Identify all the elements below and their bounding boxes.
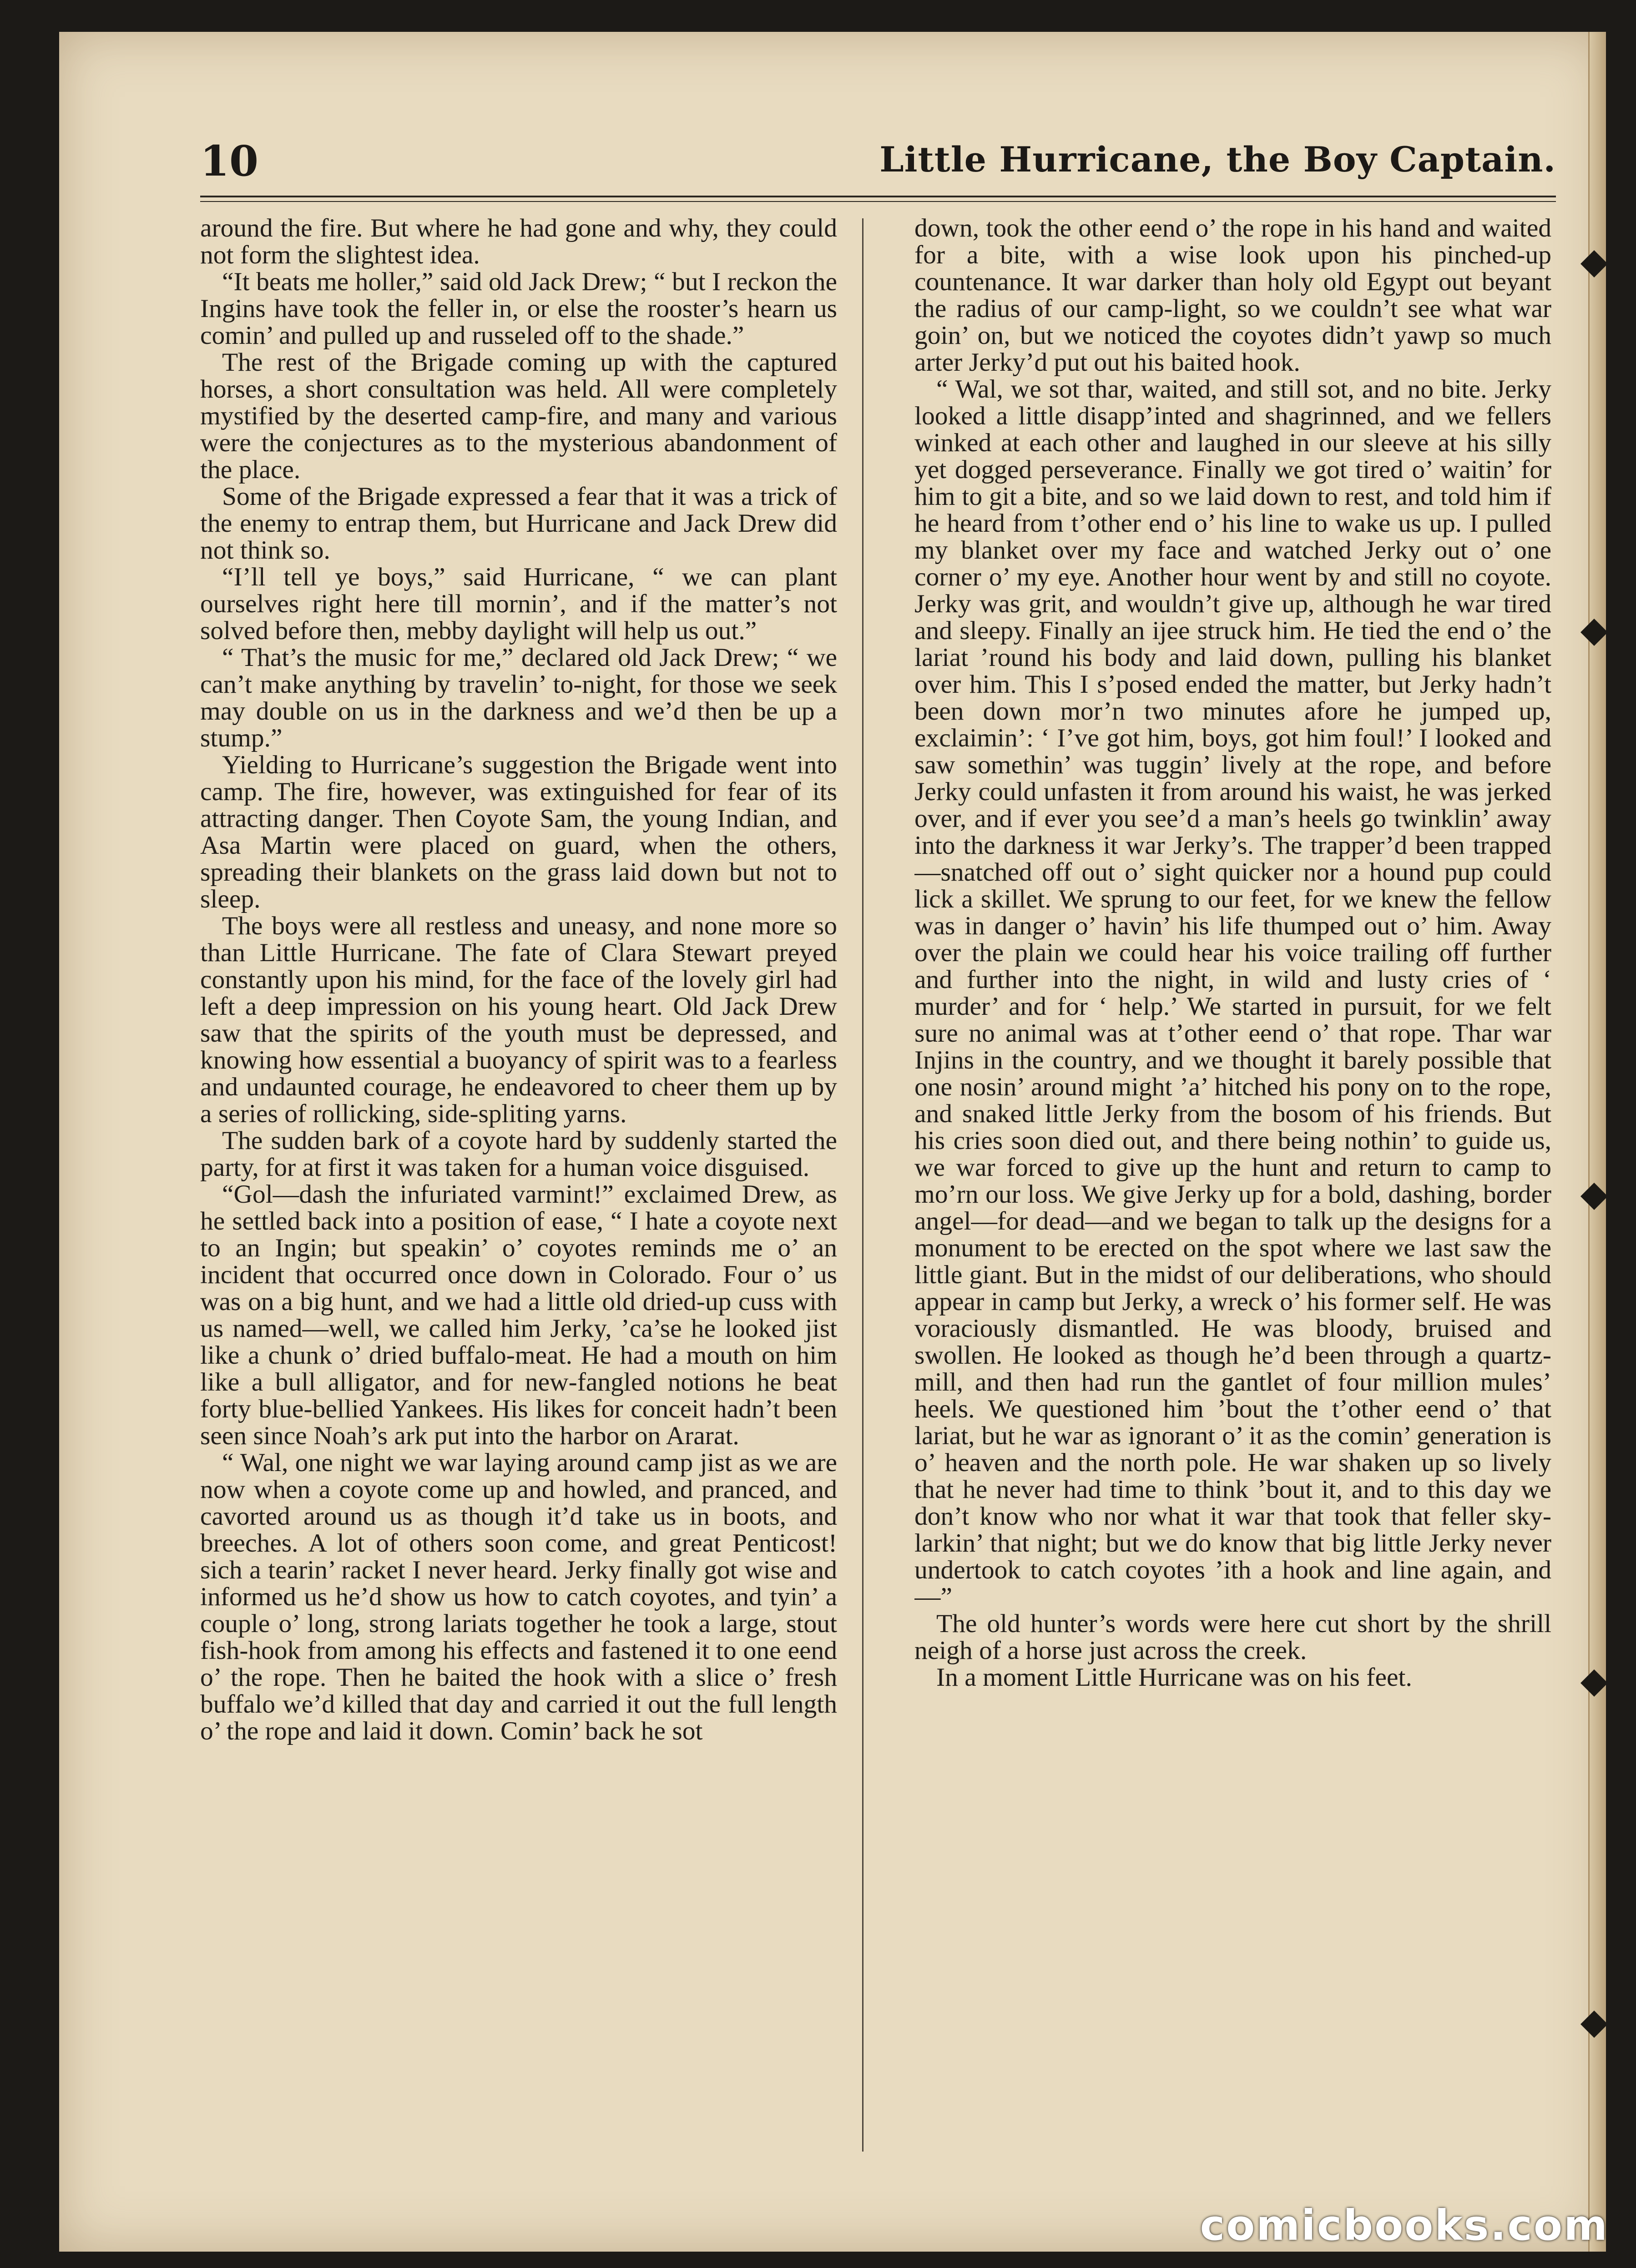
paragraph: “ Wal, one night we war laying around camp jist as we are now when a coyote come up and howled, and pranced, and cavorted around us as though it’d take us in boots, and breeches. A lot of others soon come, and great Penticost! sich a tearin’ racket I never heard. Jerky finally got wise and informed us he’d show us how to catch coyotes, and tyin’ a couple o’ long, strong lariats together he took a large, stout fish-hook from among his effects and fastened it to one eend o’ the rope. Then he baited the hook with a slice o’ fresh buffalo we’d killed that day and carried it out the full length o’ the rope and laid it down. Comin’ back he sot [200, 1448, 837, 1745]
paragraph: “ That’s the music for me,” declared old Jack Drew; “ we can’t make anything by travelin’ to-night, for those we seek may double on us in the darkness and we’d then be up a stump.” [200, 643, 837, 752]
column-divider [862, 218, 863, 2152]
paragraph: The rest of the Brigade coming up with the captured horses, a short consultation was held. All were completely mystified by the deserted camp-fire, and many and various were the conjectures as to the mysterious abandonment of the place. [200, 348, 837, 484]
paragraph: down, took the other eend o’ the rope in his hand and waited for a bite, with a wise look upon his pinched-up countenance. It war darker than holy old Egypt out beyant the radius of our camp-light, so we couldn’t see what war goin’ on, but we noticed the coyotes didn’t yawp so much arter Jerky’d put out his baited hook. [914, 215, 1551, 377]
binding-stitch [1580, 1669, 1606, 1697]
paragraph: Some of the Brigade expressed a fear that it was a trick of the enemy to entrap them, but Hurricane and Jack Drew did not think so. [200, 482, 837, 564]
magazine-page [59, 32, 1606, 2252]
page-binding-edge [1588, 32, 1606, 2252]
page-header [200, 136, 1556, 205]
paragraph: The boys were all restless and uneasy, and none more so than Little Hurricane. The fate of Clara Stewart preyed constantly upon his mind, for the face of the lovely girl had left a deep impression on his young heart. Old Jack Drew saw that the spirits of the youth must be depressed, and knowing how essential a buoyancy of spirit was to a fearless and undaunted courage, he endeavored to cheer them up by a series of rollicking, side-spliting yarns. [200, 912, 837, 1128]
paragraph: The sudden bark of a coyote hard by suddenly started the party, for at first it was taken for a human voice disguised. [200, 1126, 837, 1182]
paragraph: “It beats me holler,” said old Jack Drew; “ but I reckon the Ingins have took the feller in, or else the rooster’s hearn us comin’ and pulled up and russeled off to the shade.” [200, 267, 837, 350]
binding-stitch [1580, 2011, 1606, 2038]
binding-stitch [1580, 1183, 1606, 1210]
header-rule [200, 196, 1556, 202]
binding-stitch [1580, 250, 1606, 277]
watermark: comicbooks.com [1200, 2201, 1609, 2250]
paragraph: “ Wal, we sot thar, waited, and still sot, and no bite. Jerky looked a little disapp’inted and shagrinned, and we fellers winked at each other and laughed in our sleeve at his silly yet dogged perseverance. Finally we got tired o’ waitin’ for him to git a bite, and so we laid down to rest, and told him if he heard from t’other end o’ his line to wake us up. I pulled my blanket over my face and watched Jerky out o’ one corner o’ my eye. Another hour went by and still no coyote. Jerky was grit, and wouldn’t give up, although he war tired and sleepy. Finally an ijee struck him. He tied the end o’ the lariat ’round his body and laid down, pulling his blanket over him. This I s’posed ended the matter, but Jerky hadn’t been down mor’n two minutes afore he jumped up, exclaimin’: ‘ I’ve got him, boys, got him foul!’ I looked and saw somethin’ was tuggin’ lively at the rope, and before Jerky could unfasten it from around his waist, he was jerked over, and if ever you see’d a man’s heels go twinklin’ away into the darkness it war Jerky’s. The trapper’d been trapped—snatched off out o’ sight quicker nor a hound pup could lick a skillet. We sprung to our feet, for we knew the fellow was in danger o’ havin’ his life thumped out o’ him. Away over the plain we could hear his voice trailing off further and further into the night, in wild and lusty cries of ‘ murder’ and for ‘ help.’ We started in pursuit, for we felt sure no animal was at t’other eend o’ that rope. Thar war Injins in the country, and we thought it barely possible that one nosin’ around might ’a’ hitched his pony on to the rope, and snaked little Jerky from the bosom of his friends. But his cries soon died out, and there being nothin’ to guide us, we war forced to give up the hunt and return to camp to mo’rn our loss. We give Jerky up for a bold, dashing, border angel—for dead—and we began to talk up the designs for a monument to be erected on the spot where we last saw the little giant. But in the midst of our deliberations, who should appear in camp but Jerky, a wreck o’ his former self. He was voraciously dismantled. He was bloody, bruised and swollen. He looked as though he’d been through a quartz-mill, and then had run the gantlet of four million mules’ heels. We questioned him ’bout the t’other eend o’ that lariat, but he war as ignorant o’ it as the comin’ generation is o’ heaven and the north pole. He war shaken up so lively that he never had time to think ’bout it, and to this day we don’t know who nor what it war that took that feller sky-larkin’ that night; but we do know that big little Jerky never undertook to catch coyotes ’ith a hook and line again, and—” [914, 375, 1551, 1611]
paragraph: The old hunter’s words were here cut short by the shrill neigh of a horse just across the creek. [914, 1609, 1551, 1665]
running-title: Little Hurricane, the Boy Captain. [879, 139, 1556, 180]
paragraph: “I’ll tell ye boys,” said Hurricane, “ we can plant ourselves right here till mornin’, and if the matter’s not solved before then, mebby daylight will help us out.” [200, 563, 837, 645]
right-column [914, 215, 1551, 2171]
paragraph: around the fire. But where he had gone and why, they could not form the slightest idea. [200, 215, 837, 269]
paragraph: “Gol—dash the infuriated varmint!” exclaimed Drew, as he settled back into a position of ease, “ I hate a coyote next to an Ingin; but speakin’ o’ coyotes reminds me o’ an incident that occurred once down in Colorado. Four o’ us was on a big hunt, and we had a little old dried-up cuss with us named—well, we called him Jerky, ’ca’se he looked jist like a chunk o’ dried buffalo-meat. He had a mouth on him like a bull alligator, and for new-fangled notions he beat forty blue-bellied Yankees. His likes for conceit hadn’t been seen since Noah’s ark put into the harbor on Ararat. [200, 1180, 837, 1450]
binding-stitch [1580, 619, 1606, 646]
page-number: 10 [200, 136, 259, 186]
paragraph: In a moment Little Hurricane was on his feet. [936, 1663, 1412, 1692]
left-column [200, 215, 837, 2171]
paragraph: Yielding to Hurricane’s suggestion the Brigade went into camp. The fire, however, was extinguished for fear of its attracting danger. Then Coyote Sam, the young Indian, and Asa Martin were placed on guard, when the others, spreading their blankets on the grass laid down but not to sleep. [200, 751, 837, 913]
